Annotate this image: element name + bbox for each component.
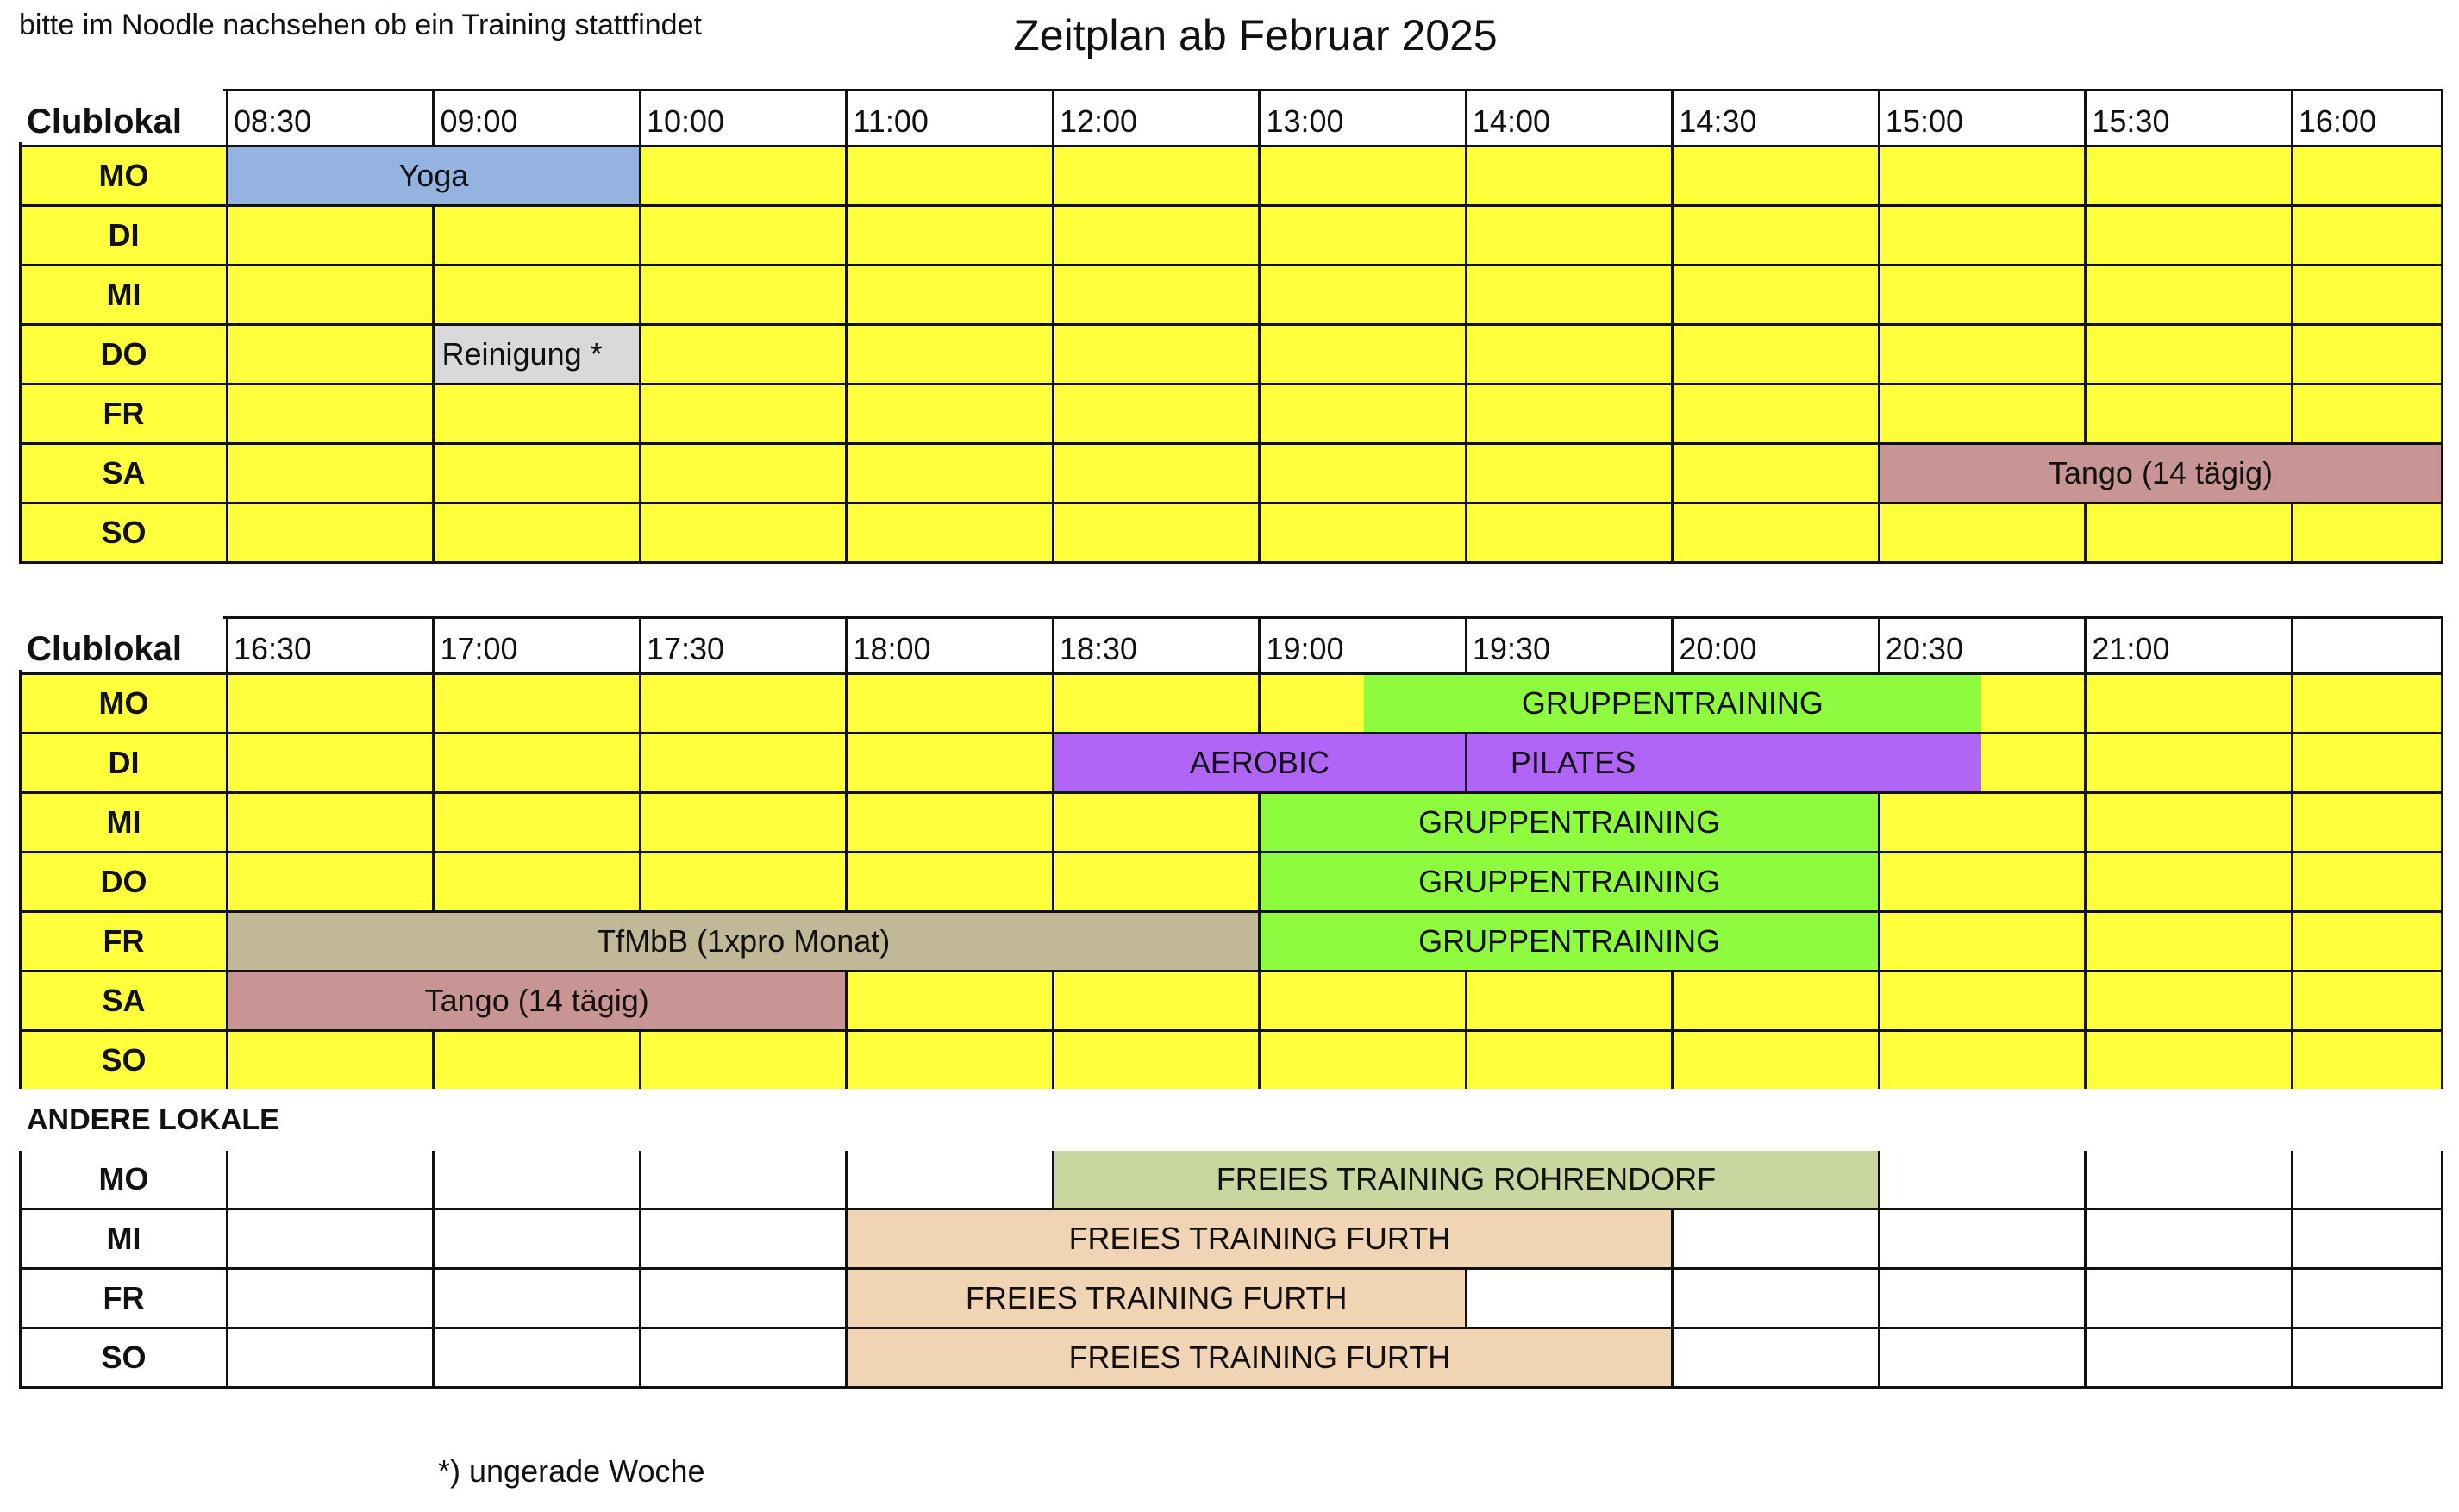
time-slot [435, 1151, 638, 1208]
time-slot [641, 385, 845, 442]
time-slot [1261, 972, 1464, 1029]
time-slot [2087, 734, 2290, 791]
time-slot [1467, 972, 1671, 1029]
time-slot [2293, 1329, 2441, 1386]
time-slot [228, 853, 432, 910]
time-slot [2087, 504, 2290, 561]
time-slot [641, 266, 845, 323]
time-slot [1467, 1032, 1671, 1089]
time-slot [2293, 972, 2441, 1029]
time-slot [641, 1270, 845, 1327]
time-header: 18:00 [848, 619, 1052, 672]
time-header: 17:00 [435, 619, 638, 672]
day-label: DI [22, 207, 226, 264]
time-slot [2293, 385, 2441, 442]
time-slot [1054, 972, 1258, 1029]
time-slot [2087, 266, 2290, 323]
time-slot [641, 1151, 845, 1208]
day-label: MI [22, 794, 226, 851]
time-slot [228, 504, 432, 561]
day-label: FR [22, 913, 226, 970]
time-slot [1261, 1032, 1464, 1089]
time-header: 13:00 [1261, 91, 1464, 145]
time-slot [228, 1151, 432, 1208]
time-slot [435, 675, 638, 732]
time-slot [228, 734, 432, 791]
time-slot [848, 445, 1052, 502]
time-slot [1880, 913, 2084, 970]
time-slot [1467, 266, 1671, 323]
time-header: 16:00 [2293, 91, 2441, 145]
time-slot [641, 675, 845, 732]
time-slot [2087, 1329, 2290, 1386]
event-group-training-wednesday: GRUPPENTRAINING [1261, 794, 1877, 851]
time-slot [848, 1032, 1052, 1089]
time-slot [2293, 734, 2441, 791]
time-slot [641, 326, 845, 383]
event-aerobic: AEROBIC [1054, 734, 1465, 791]
day-label: MO [22, 675, 226, 732]
other-venues-heading: ANDERE LOKALE [22, 1091, 2441, 1148]
time-slot [228, 1270, 432, 1327]
time-slot [435, 1270, 638, 1327]
time-header [2293, 619, 2441, 672]
table-corner-label: Clublokal [22, 619, 226, 672]
page-title: Zeitplan ab Februar 2025 [1013, 11, 1498, 59]
time-slot [1674, 207, 1878, 264]
day-label: MI [22, 266, 226, 323]
time-slot [2293, 1032, 2441, 1089]
time-slot [2293, 913, 2441, 970]
event-tfmbb: TfMbB (1xpro Monat) [228, 913, 1258, 970]
time-slot [1880, 1270, 2084, 1327]
time-slot [2293, 504, 2441, 561]
time-slot [1467, 385, 1671, 442]
time-slot [1054, 385, 1258, 442]
time-header: 11:00 [848, 91, 1052, 145]
time-slot [1674, 1329, 1878, 1386]
day-label: SA [22, 972, 226, 1029]
event-yoga: Yoga [228, 147, 639, 204]
day-label: DO [22, 853, 226, 910]
time-slot [1674, 385, 1878, 442]
event-group-training-friday: GRUPPENTRAINING [1261, 913, 1877, 970]
time-slot [2293, 266, 2441, 323]
time-slot [228, 794, 432, 851]
time-slot [435, 207, 638, 264]
day-label: SO [22, 1032, 226, 1089]
time-slot [1674, 504, 1878, 561]
time-slot [1261, 266, 1464, 323]
time-slot [848, 504, 1052, 561]
time-header: 17:30 [641, 619, 845, 672]
time-slot [2293, 147, 2441, 204]
time-slot [641, 445, 845, 502]
time-slot [1880, 1210, 2084, 1267]
time-slot [2087, 972, 2290, 1029]
time-header: 19:00 [1261, 619, 1464, 672]
day-label: SO [22, 504, 226, 561]
time-slot [2293, 794, 2441, 851]
time-slot [1674, 445, 1878, 502]
time-slot [641, 1032, 845, 1089]
time-slot [641, 1210, 845, 1267]
time-slot [1054, 266, 1258, 323]
time-header: 10:00 [641, 91, 845, 145]
time-slot [435, 853, 638, 910]
time-slot [1261, 207, 1464, 264]
time-slot [1054, 794, 1258, 851]
event-free-training-furth-friday: FREIES TRAINING FURTH [848, 1270, 1464, 1327]
day-label: MI [22, 1210, 226, 1267]
time-slot [1880, 1151, 2084, 1208]
time-slot [848, 385, 1052, 442]
time-slot [435, 1032, 638, 1089]
event-tango-saturday: Tango (14 tägig) [228, 972, 845, 1029]
time-slot [848, 207, 1052, 264]
time-header: 12:00 [1054, 91, 1258, 145]
time-slot [848, 972, 1052, 1029]
time-slot [1467, 207, 1671, 264]
time-slot [1674, 1032, 1878, 1089]
time-slot [2087, 385, 2290, 442]
time-slot [2293, 207, 2441, 264]
event-cleaning: Reinigung * [435, 326, 638, 383]
time-slot [1467, 326, 1671, 383]
time-slot [641, 1329, 845, 1386]
time-header: 08:30 [228, 91, 432, 145]
time-slot [1261, 147, 1464, 204]
time-slot [1054, 675, 1258, 732]
time-slot [1467, 1270, 1671, 1327]
time-slot [641, 794, 845, 851]
time-slot [1054, 445, 1258, 502]
time-slot [1880, 972, 2084, 1029]
time-slot [435, 794, 638, 851]
time-slot [1261, 445, 1464, 502]
time-slot [1880, 207, 2084, 264]
time-header: 19:30 [1467, 619, 1671, 672]
day-label: SA [22, 445, 226, 502]
day-label: FR [22, 385, 226, 442]
time-slot [2293, 1210, 2441, 1267]
time-slot [1261, 504, 1464, 561]
time-header: 09:00 [435, 91, 638, 145]
time-slot [2087, 675, 2290, 732]
time-slot [228, 1210, 432, 1267]
time-slot [228, 445, 432, 502]
time-slot [1674, 1210, 1878, 1267]
time-slot [228, 1329, 432, 1386]
day-label: DO [22, 326, 226, 383]
time-slot [435, 1210, 638, 1267]
time-slot [1674, 266, 1878, 323]
time-header: 16:30 [228, 619, 432, 672]
time-slot [2293, 1151, 2441, 1208]
time-slot [2087, 147, 2290, 204]
time-header: 14:30 [1674, 91, 1878, 145]
time-slot [641, 853, 845, 910]
time-slot [848, 794, 1052, 851]
time-slot [2087, 207, 2290, 264]
time-header: 14:00 [1467, 91, 1671, 145]
time-slot [1880, 326, 2084, 383]
time-slot [1467, 504, 1671, 561]
time-slot [1261, 326, 1464, 383]
time-slot [228, 675, 432, 732]
time-slot [2293, 1270, 2441, 1327]
time-slot [848, 734, 1052, 791]
time-slot [2087, 913, 2290, 970]
time-slot [2087, 853, 2290, 910]
time-slot [1261, 385, 1464, 442]
schedule-table-morning [19, 89, 2443, 564]
time-slot [1674, 147, 1878, 204]
time-slot [1880, 853, 2084, 910]
time-slot [228, 326, 432, 383]
time-slot [2087, 1210, 2290, 1267]
time-slot [848, 266, 1052, 323]
time-slot [2087, 794, 2290, 851]
time-slot [228, 1032, 432, 1089]
time-slot [2087, 326, 2290, 383]
day-label: MO [22, 147, 226, 204]
time-slot [848, 147, 1052, 204]
event-free-training-furth-sunday: FREIES TRAINING FURTH [848, 1329, 1671, 1386]
time-slot [228, 266, 432, 323]
event-free-training-rohrendorf: FREIES TRAINING ROHRENDORF [1054, 1151, 1878, 1208]
time-slot [435, 734, 638, 791]
event-pilates: PILATES [1467, 734, 1981, 791]
time-header: 18:30 [1054, 619, 1258, 672]
noodle-note: bitte im Noodle nachsehen ob ein Training stattfindet [19, 9, 702, 41]
time-header: 21:00 [2087, 619, 2290, 672]
time-slot [1674, 972, 1878, 1029]
time-slot [1674, 1270, 1878, 1327]
time-header: 15:00 [1880, 91, 2084, 145]
day-label: FR [22, 1270, 226, 1327]
time-slot [1880, 385, 2084, 442]
time-header: 20:30 [1880, 619, 2084, 672]
time-slot [1054, 853, 1258, 910]
time-slot [435, 445, 638, 502]
time-slot [1467, 445, 1671, 502]
time-slot [848, 853, 1052, 910]
time-slot [1467, 147, 1671, 204]
time-slot [435, 385, 638, 442]
footnote: *) ungerade Woche [438, 1453, 705, 1489]
time-slot [1674, 326, 1878, 383]
time-slot [1880, 504, 2084, 561]
time-slot [228, 207, 432, 264]
time-slot [1880, 1329, 2084, 1386]
time-slot [1054, 147, 1258, 204]
time-slot [641, 147, 845, 204]
time-slot [1880, 794, 2084, 851]
time-slot [848, 675, 1052, 732]
day-label: MO [22, 1151, 226, 1208]
time-header: 20:00 [1674, 619, 1878, 672]
time-slot [2293, 853, 2441, 910]
time-slot [641, 734, 845, 791]
event-free-training-furth-wednesday: FREIES TRAINING FURTH [848, 1210, 1671, 1267]
time-slot [1880, 266, 2084, 323]
time-slot [1880, 1032, 2084, 1089]
time-slot [641, 207, 845, 264]
time-slot [1054, 1032, 1258, 1089]
day-label: SO [22, 1329, 226, 1386]
event-group-training-thursday: GRUPPENTRAINING [1261, 853, 1877, 910]
time-slot [848, 1151, 1052, 1208]
time-header: 15:30 [2087, 91, 2290, 145]
event-group-training-monday: GRUPPENTRAINING [1364, 675, 1980, 732]
time-slot [435, 266, 638, 323]
time-slot [228, 385, 432, 442]
day-label: DI [22, 734, 226, 791]
time-slot [1054, 326, 1258, 383]
schedule-table-evening [19, 616, 2443, 1389]
time-slot [2087, 1151, 2290, 1208]
time-slot [1880, 147, 2084, 204]
time-slot [2293, 326, 2441, 383]
time-slot [2293, 675, 2441, 732]
time-slot [2087, 1032, 2290, 1089]
time-slot [641, 504, 845, 561]
time-slot [2087, 1270, 2290, 1327]
table-corner-label: Clublokal [22, 91, 226, 145]
event-tango-saturday: Tango (14 tägig) [1880, 445, 2441, 502]
time-slot [848, 326, 1052, 383]
time-slot [1054, 504, 1258, 561]
time-slot [1054, 207, 1258, 264]
time-slot [435, 1329, 638, 1386]
time-slot [435, 504, 638, 561]
